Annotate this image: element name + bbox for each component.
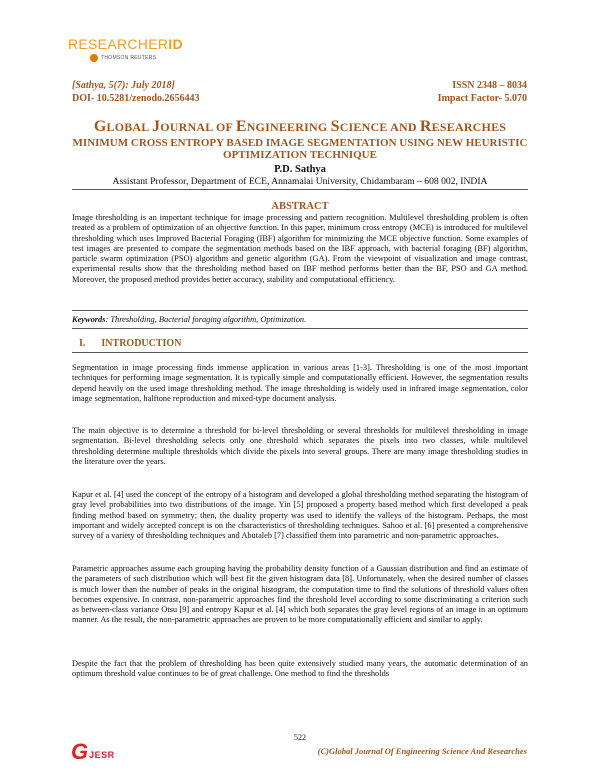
author-affiliation: Assistant Professor, Department of ECE, Annamalai University, Chidambaram – 608 002, INDIA [112,176,488,187]
journal-rest: LOBAL [106,120,153,134]
issn-block [438,79,527,105]
gjesr-logo-mark: G [71,739,89,764]
issn: ISSN 2348 – 8034 [452,80,527,91]
keywords [72,315,528,324]
journal-title [0,118,600,136]
gjesr-logo [71,739,115,764]
footer-copyright: (C)Global Journal Of Engineering Science And Researches [317,746,527,756]
logo-wordmark [68,36,183,52]
citation: [Sathya, 5(7): July 2018] [72,80,175,91]
body-paragraph: Despite the fact that the problem of thresholding has been quite extensively studied many years, the automatic determination of an optimum threshold value continues to be of great challenge. One method to find the thresholds [72,659,528,679]
logo-subline [90,54,183,62]
researcherid-logo [68,36,183,62]
thomson-reuters-icon [90,54,98,62]
journal-cap: E [235,118,247,135]
logo-prefix: RESEARCHER [68,36,169,52]
divider [72,352,528,353]
abstract-text: Image thresholding is an important technique for image processing and pattern recognition. Multilevel thresholding problem is often treated as a problem of optimization of an objective function. In this paper, minimum cross entropy (MCE) is introduced for multilevel thresholding which uses Improved Bacterial Foraging (IBF) algorithm for minimizing the MCE objective function. Some examples of test images are presented to compare the segmentation methods based on the IBF approach, with bacterial foraging (BF) algorithm, particle swarm optimization (PSO) algorithm and genetic algorithm (GA). From the viewpoint of visualization and image contrast, experimental results show that the thresholding method based on IBF method performs better than the BF, PSO and GA method. Moreover, the proposed method provides better accuracy, stability and computational efficiency. [72,213,528,284]
journal-cap: J [152,118,161,135]
author-name: P.D. Sathya [274,164,326,175]
divider [72,310,528,311]
body-paragraph: Parametric approaches assume each grouping having the probability density function of a Gaussian distribution and find an estimate of the parameters of such distribution which will best fit the given histogram data [8]. Unfortunately, when the desired number of classes is much lower than the number of peaks in the original histogram, the computation time to find the solutions of threshold values often becomes expensive. In contrast, non-parametric approaches find the threshold level according to some discriminating a criterion such as between-class variance Otsu [9] and entropy Kapur et al. [4] which both separates the gray level regions of an image in an optimum manner. As the result, the non-parametric approaches are proven to be more computationally efficient and similar to apply. [72,564,528,625]
body-paragraph: Segmentation in image processing finds immense application in various areas [1-3]. Thresholding is one of the most important techniques for performing image segmentation. It is typically simple and computationally efficient. However, the segmentation results depend heavily on the used image thresholding method. The image thresholding is widely used in infrared image segmentation, color image segmentation, halftone reproduction and mixed-type document analysis. [72,363,528,403]
journal-rest: ESEARCHES [431,120,507,134]
keywords-label: Keywords [72,315,106,324]
impact-factor: Impact Factor- 5.070 [437,93,527,104]
citation-block [72,79,200,105]
journal-rest: OURNAL OF [160,120,236,134]
doi: DOI- 10.5281/zenodo.2656443 [72,93,200,104]
divider [72,328,528,329]
page-number: 522 [294,733,306,742]
divider [72,189,528,190]
logo-suffix: ID [168,36,183,52]
keywords-text: : Thresholding, Bacterial foraging algorithm, Optimization. [105,315,307,324]
section-title: INTRODUCTION [101,338,182,349]
journal-rest: CIENCE AND [339,120,420,134]
body-paragraph: Kapur et al. [4] used the concept of the entropy of a histogram and developed a global thresholding method separating the histogram of gray level probabilities into two distributions of the image. Yin [5] proposed a property based method which first developed a peak finding method based on symmetry; then, the duality property was used to identify the valleys of the histogram. Perhaps, the most important and widely accepted concept is on the characteristics of thresholding techniques. Sahoo et al. [6] presented a comprehensive survey of a variety of thresholding techniques and Abutaleb [7] classified them into parametric and non-parametric approaches. [72,490,528,541]
journal-cap: R [419,118,432,135]
section-heading [79,338,181,349]
journal-cap: S [330,118,340,135]
journal-rest: NGINEERING [246,120,331,134]
gjesr-logo-text: JESR [89,750,115,760]
body-paragraph: The main objective is to determine a threshold for bi-level thresholding or several thresholds for multilevel thresholding in image segmentation. Bi-level thresholding selects only one threshold which separates the pixels into two classes, while multilevel thresholding determine multiple thresholds which divide the pixels into several groups. There are many image thresholding studies in the literature over the years. [72,426,528,466]
abstract-heading: ABSTRACT [271,201,329,212]
paper-title: MINIMUM CROSS ENTROPY BASED IMAGE SEGMENTATION USING NEW HEURISTIC OPTIMIZATION TECHNIQUE [72,137,528,161]
section-number: I. [79,338,86,349]
journal-cap: G [93,118,107,135]
logo-sub-text: THOMSON REUTERS [101,55,157,61]
